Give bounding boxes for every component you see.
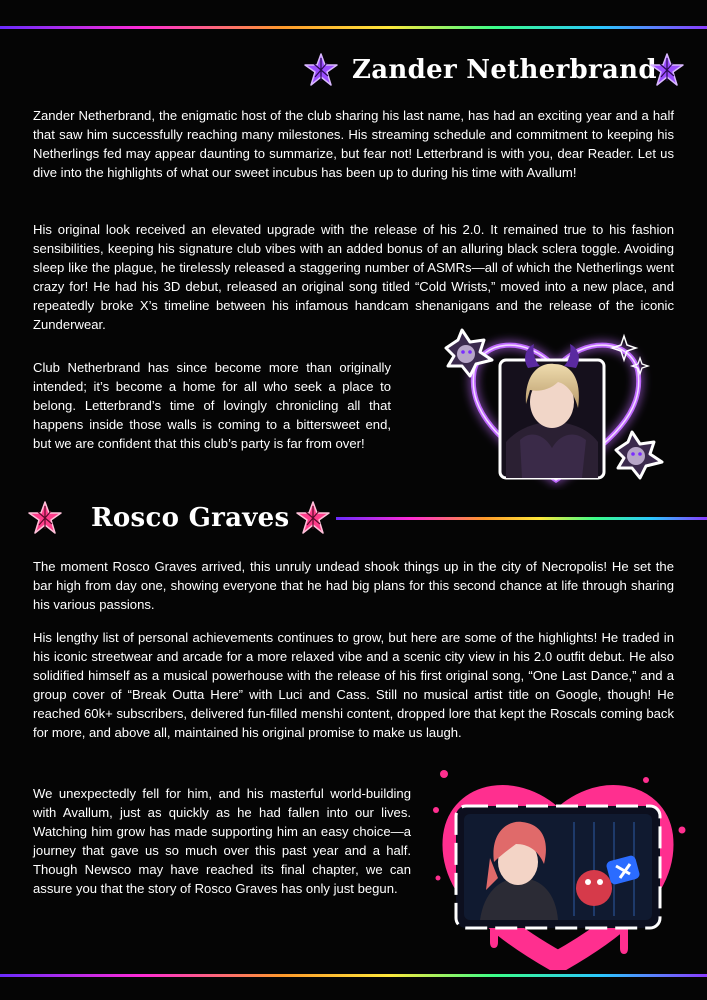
zander-paragraph-2: His original look received an elevated upgrade with the release of his 2.0. It remained true to his fashion sensibilities, keeping his signature club vibes with an added bonus of an alluring black sclera toggle. Avoiding sleep like the plague, he tirelessly released a staggering number of ASMRs—all of which the Netherlings went crazy for! He had his 3D debut, released an original song titled “Cold Wrists,” moved into a new place, and repeatedly broke X’s timeline between his infamous handcam shenanigans and the release of the iconic Zunderwear. xyxy=(33,222,674,332)
section-title-rosco: Rosco Graves xyxy=(91,503,290,533)
rosco-paragraph-1: The moment Rosco Graves arrived, this unruly undead shook things up in the city of Necropolis! He set the bar high from day one, showing everyone that he had big plans for this second chance at life through sharing his various passions. xyxy=(33,559,674,612)
bottom-rainbow-divider xyxy=(0,974,707,977)
rosco-portrait-dripping-heart xyxy=(424,766,694,970)
top-rainbow-divider xyxy=(0,26,707,29)
sparkle-star-icon xyxy=(27,500,63,536)
section-title-zander: Zander Netherbrand xyxy=(352,55,657,85)
sparkle-star-icon xyxy=(295,500,331,536)
section-rainbow-divider xyxy=(336,517,707,520)
zander-portrait-neon-heart xyxy=(440,322,672,490)
rosco-paragraph-2: His lengthy list of personal achievements continues to grow, but here are some of the highlights! He traded in his iconic streetwear and arcade for a more relaxed vibe and a scenic city view in his 2.0 outfit debut. He also solidified himself as a musical powerhouse with the release of his first original song, “One Last Dance,” and a group cover of “Break Outta Here” with Luci and Cass. Still no musical artist title on Google, though! He reached 60k+ subscribers, delivered fun-filled menshi content, dropped lore that kept the Roscals coming back for more, and above all, maintained his original promise to make us laugh. xyxy=(33,630,674,740)
sparkle-star-icon xyxy=(303,52,339,88)
zander-paragraph-1: Zander Netherbrand, the enigmatic host of the club sharing his last name, has had an exciting year and a half that saw him successfully reaching many milestones. His streaming schedule and commitment to keeping his Netherlings fed may appear daunting to summarize, but fear not! Letterbrand is with you, dear Reader. Let us dive into the highlights of what our sweet incubus has been up to during his time with Avallum! xyxy=(33,108,674,180)
zander-paragraph-3: Club Netherbrand has since become more than originally intended; it’s become a home for all who seek a place to belong. Letterbrand’s time of lovingly chronicling all that happens inside those walls is coming to a bittersweet end, but we are confident that this club’s party is far from over! xyxy=(33,360,391,451)
bat-mascot-icon xyxy=(616,432,662,478)
sparkle-star-icon xyxy=(649,52,685,88)
rosco-paragraph-3: We unexpectedly fell for him, and his masterful world-building with Avallum, just as quickly as he had fallen into our lives. Watching him grow has made supporting him an easy choice—a journey that gave us so much over this past year and a half. Though Newsco may have reached its final chapter, we can assure you that the story of Rosco Graves has only just begun. xyxy=(33,786,411,896)
